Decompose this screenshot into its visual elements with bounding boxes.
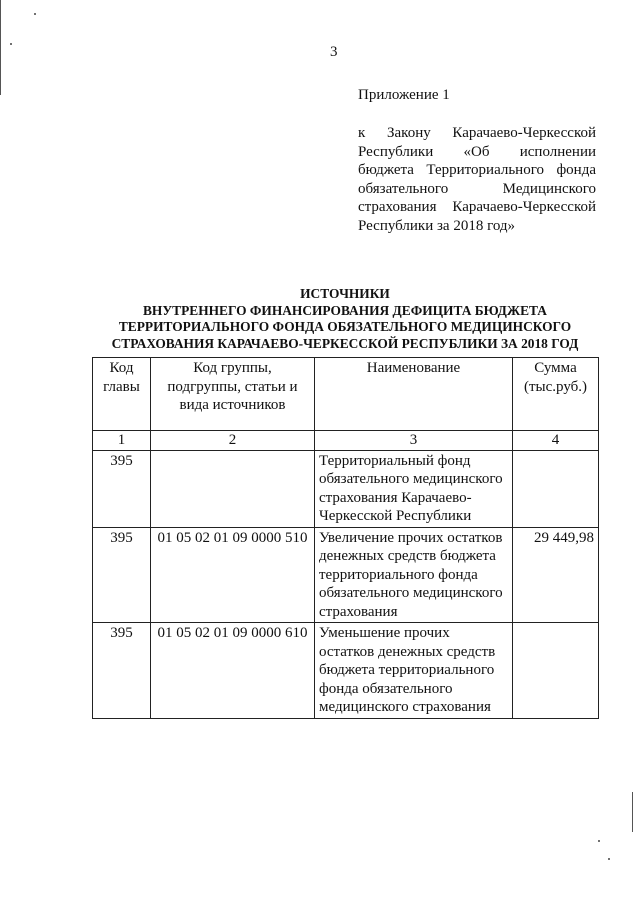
amount-cell: 29 449,98 <box>513 527 599 623</box>
chapter-code-cell: 395 <box>93 450 151 527</box>
heading-line-4: СТРАХОВАНИЯ КАРАЧАЕВО-ЧЕРКЕССКОЙ РЕСПУБЛИКИ ЗА 2018 ГОД <box>111 335 579 351</box>
scan-speck <box>608 858 610 860</box>
right-margin-line <box>632 792 633 832</box>
table-header-row <box>93 358 599 431</box>
document-heading <box>92 286 598 352</box>
page-number: 3 <box>330 44 338 60</box>
left-margin-line <box>0 0 1 95</box>
appendix-title: Приложение 1 <box>358 87 450 103</box>
table-row <box>93 450 599 527</box>
header-chapter-code: Код главы <box>93 358 151 431</box>
source-code-cell <box>151 450 315 527</box>
source-code-cell: 01 05 02 01 09 0000 610 <box>151 623 315 719</box>
name-cell: Уменьшение прочих остатков денежных средств бюджета территориального фонда обязательного медицинского страхования <box>315 623 513 719</box>
name-cell: Увеличение прочих остатков денежных средств бюджета территориального фонда обязательного медицинского страхования <box>315 527 513 623</box>
name-cell: Территориальный фонд обязательного медицинского страхования Карачаево-Черкесской Республики <box>315 450 513 527</box>
column-number: 1 <box>93 431 151 451</box>
column-number: 2 <box>151 431 315 451</box>
financing-sources-table <box>92 357 599 719</box>
amount-cell <box>513 623 599 719</box>
scan-speck <box>598 840 600 842</box>
table-row <box>93 623 599 719</box>
appendix-body: к Закону Карачаево-Черкесской Республики «Об исполнении бюджета Территориального фонда обязательного Медицинского страхования Карачаево-Черкесской Республики за 2018 год» <box>358 125 596 234</box>
header-name: Наименование <box>315 358 513 431</box>
column-number: 3 <box>315 431 513 451</box>
heading-line-3: ТЕРРИТОРИАЛЬНОГО ФОНДА ОБЯЗАТЕЛЬНОГО МЕДИЦИНСКОГО <box>118 319 572 334</box>
heading-line-2: ВНУТРЕННЕГО ФИНАНСИРОВАНИЯ ДЕФИЦИТА БЮДЖЕТА <box>143 302 547 318</box>
chapter-code-cell: 395 <box>93 623 151 719</box>
column-number-row <box>93 431 599 451</box>
header-amount: Сумма (тыс.руб.) <box>513 358 599 431</box>
column-number: 4 <box>513 431 599 451</box>
header-source-code: Код группы, подгруппы, статьи и вида источников <box>151 358 315 431</box>
heading-line-1: ИСТОЧНИКИ <box>300 286 390 301</box>
scan-speck <box>34 13 36 15</box>
chapter-code-cell: 395 <box>93 527 151 623</box>
source-code-cell: 01 05 02 01 09 0000 510 <box>151 527 315 623</box>
table-row <box>93 527 599 623</box>
amount-cell <box>513 450 599 527</box>
scan-speck <box>10 43 12 45</box>
